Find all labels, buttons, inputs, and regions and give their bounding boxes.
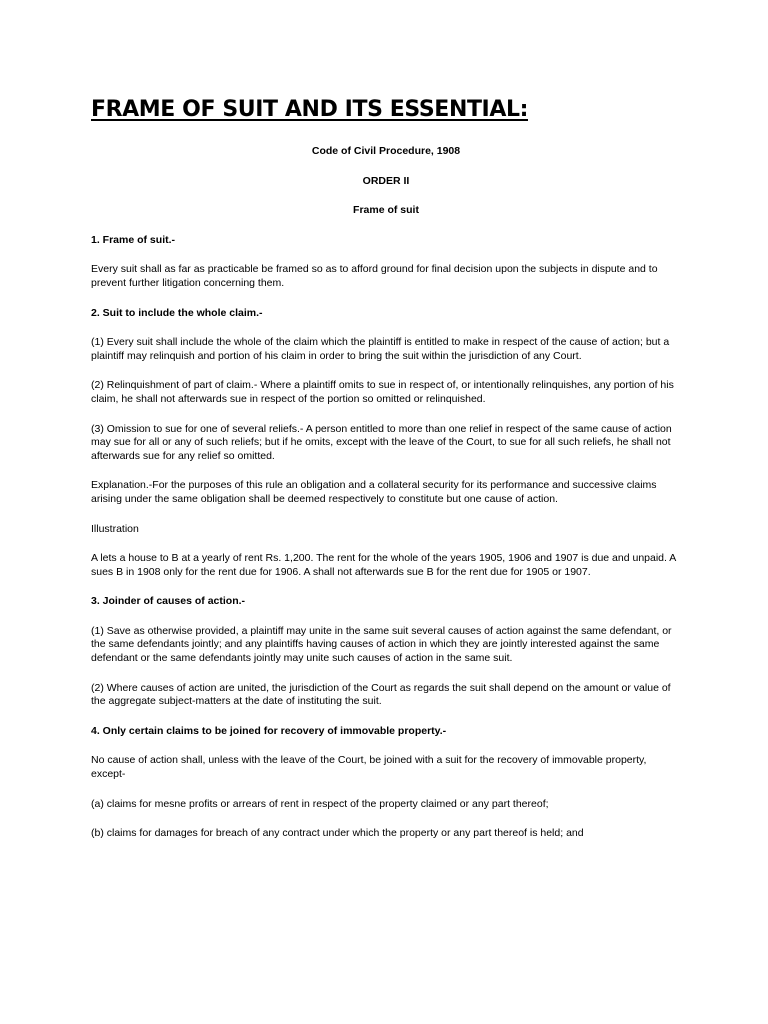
- paragraph: (2) Relinquishment of part of claim.- Where a plaintiff omits to sue in respect of, or intentionally relinquishes, any portion of his claim, he shall not afterwards sue in respect of the portion so omitted or relinquished.: [91, 379, 674, 405]
- paragraph: (3) Omission to sue for one of several reliefs.- A person entitled to more than one relief in respect of the same cause of action may sue for all or any of such reliefs; but if he omits, except with the leave of the Court, to sue for all such reliefs, he shall not afterwards sue for any relief so omitted.: [91, 422, 672, 462]
- list-item: (a) claims for mesne profits or arrears of rent in respect of the property claimed or any part thereof;: [91, 797, 549, 810]
- explanation-paragraph: Explanation.-For the purposes of this rule an obligation and a collateral security for its performance and successive claims arising under the same obligation shall be deemed respectively to constitute but one cause of action.: [91, 479, 657, 505]
- document-body: [91, 145, 681, 857]
- illustration-label: Illustration: [91, 522, 139, 535]
- act-name: Code of Civil Procedure, 1908: [311, 145, 461, 157]
- list-item: (b) claims for damages for breach of any contract under which the property or any part thereof is held; and: [91, 827, 584, 840]
- paragraph: (1) Save as otherwise provided, a plaintiff may unite in the same suit several causes of action against the same defendant, or the same defendants jointly; and any plaintiffs having causes of action in which they are jointly interested against the same defendant or the same defendants jointly may unite such causes of action in the same suit.: [91, 624, 672, 665]
- section-heading: 2. Suit to include the whole claim.-: [91, 306, 263, 319]
- page-title: FRAME OF SUIT AND ITS ESSENTIAL:: [91, 97, 528, 122]
- illustration-paragraph: A lets a house to B at a yearly of rent Rs. 1,200. The rent for the whole of the years 1905, 1906 and 1907 is due and unpaid. A sues B in 1908 only for the rent due for 1906. A shall not afterwards sue B for the rent due for 1905 or 1907.: [91, 552, 676, 578]
- order-subtitle: Frame of suit: [353, 204, 419, 217]
- section-heading: 3. Joinder of causes of action.-: [91, 595, 246, 608]
- paragraph: Every suit shall as far as practicable be framed so as to afford ground for final decision upon the subjects in dispute and to prevent further litigation concerning them.: [91, 263, 658, 289]
- section-heading: 4. Only certain claims to be joined for recovery of immovable property.-: [91, 724, 447, 737]
- paragraph: (2) Where causes of action are united, the jurisdiction of the Court as regards the suit shall depend on the amount or value of the aggregate subject-matters at the date of instituting the suit.: [91, 681, 671, 708]
- paragraph: No cause of action shall, unless with the leave of the Court, be joined with a suit for the recovery of immovable property, except-: [91, 754, 647, 781]
- paragraph: (1) Every suit shall include the whole of the claim which the plaintiff is entitled to make in respect of the cause of action; but a plaintiff may relinquish and portion of his claim in order to bring the suit within the jurisdiction of any Court.: [91, 336, 670, 362]
- order-number: ORDER II: [362, 174, 410, 187]
- section-heading: 1. Frame of suit.-: [91, 233, 176, 246]
